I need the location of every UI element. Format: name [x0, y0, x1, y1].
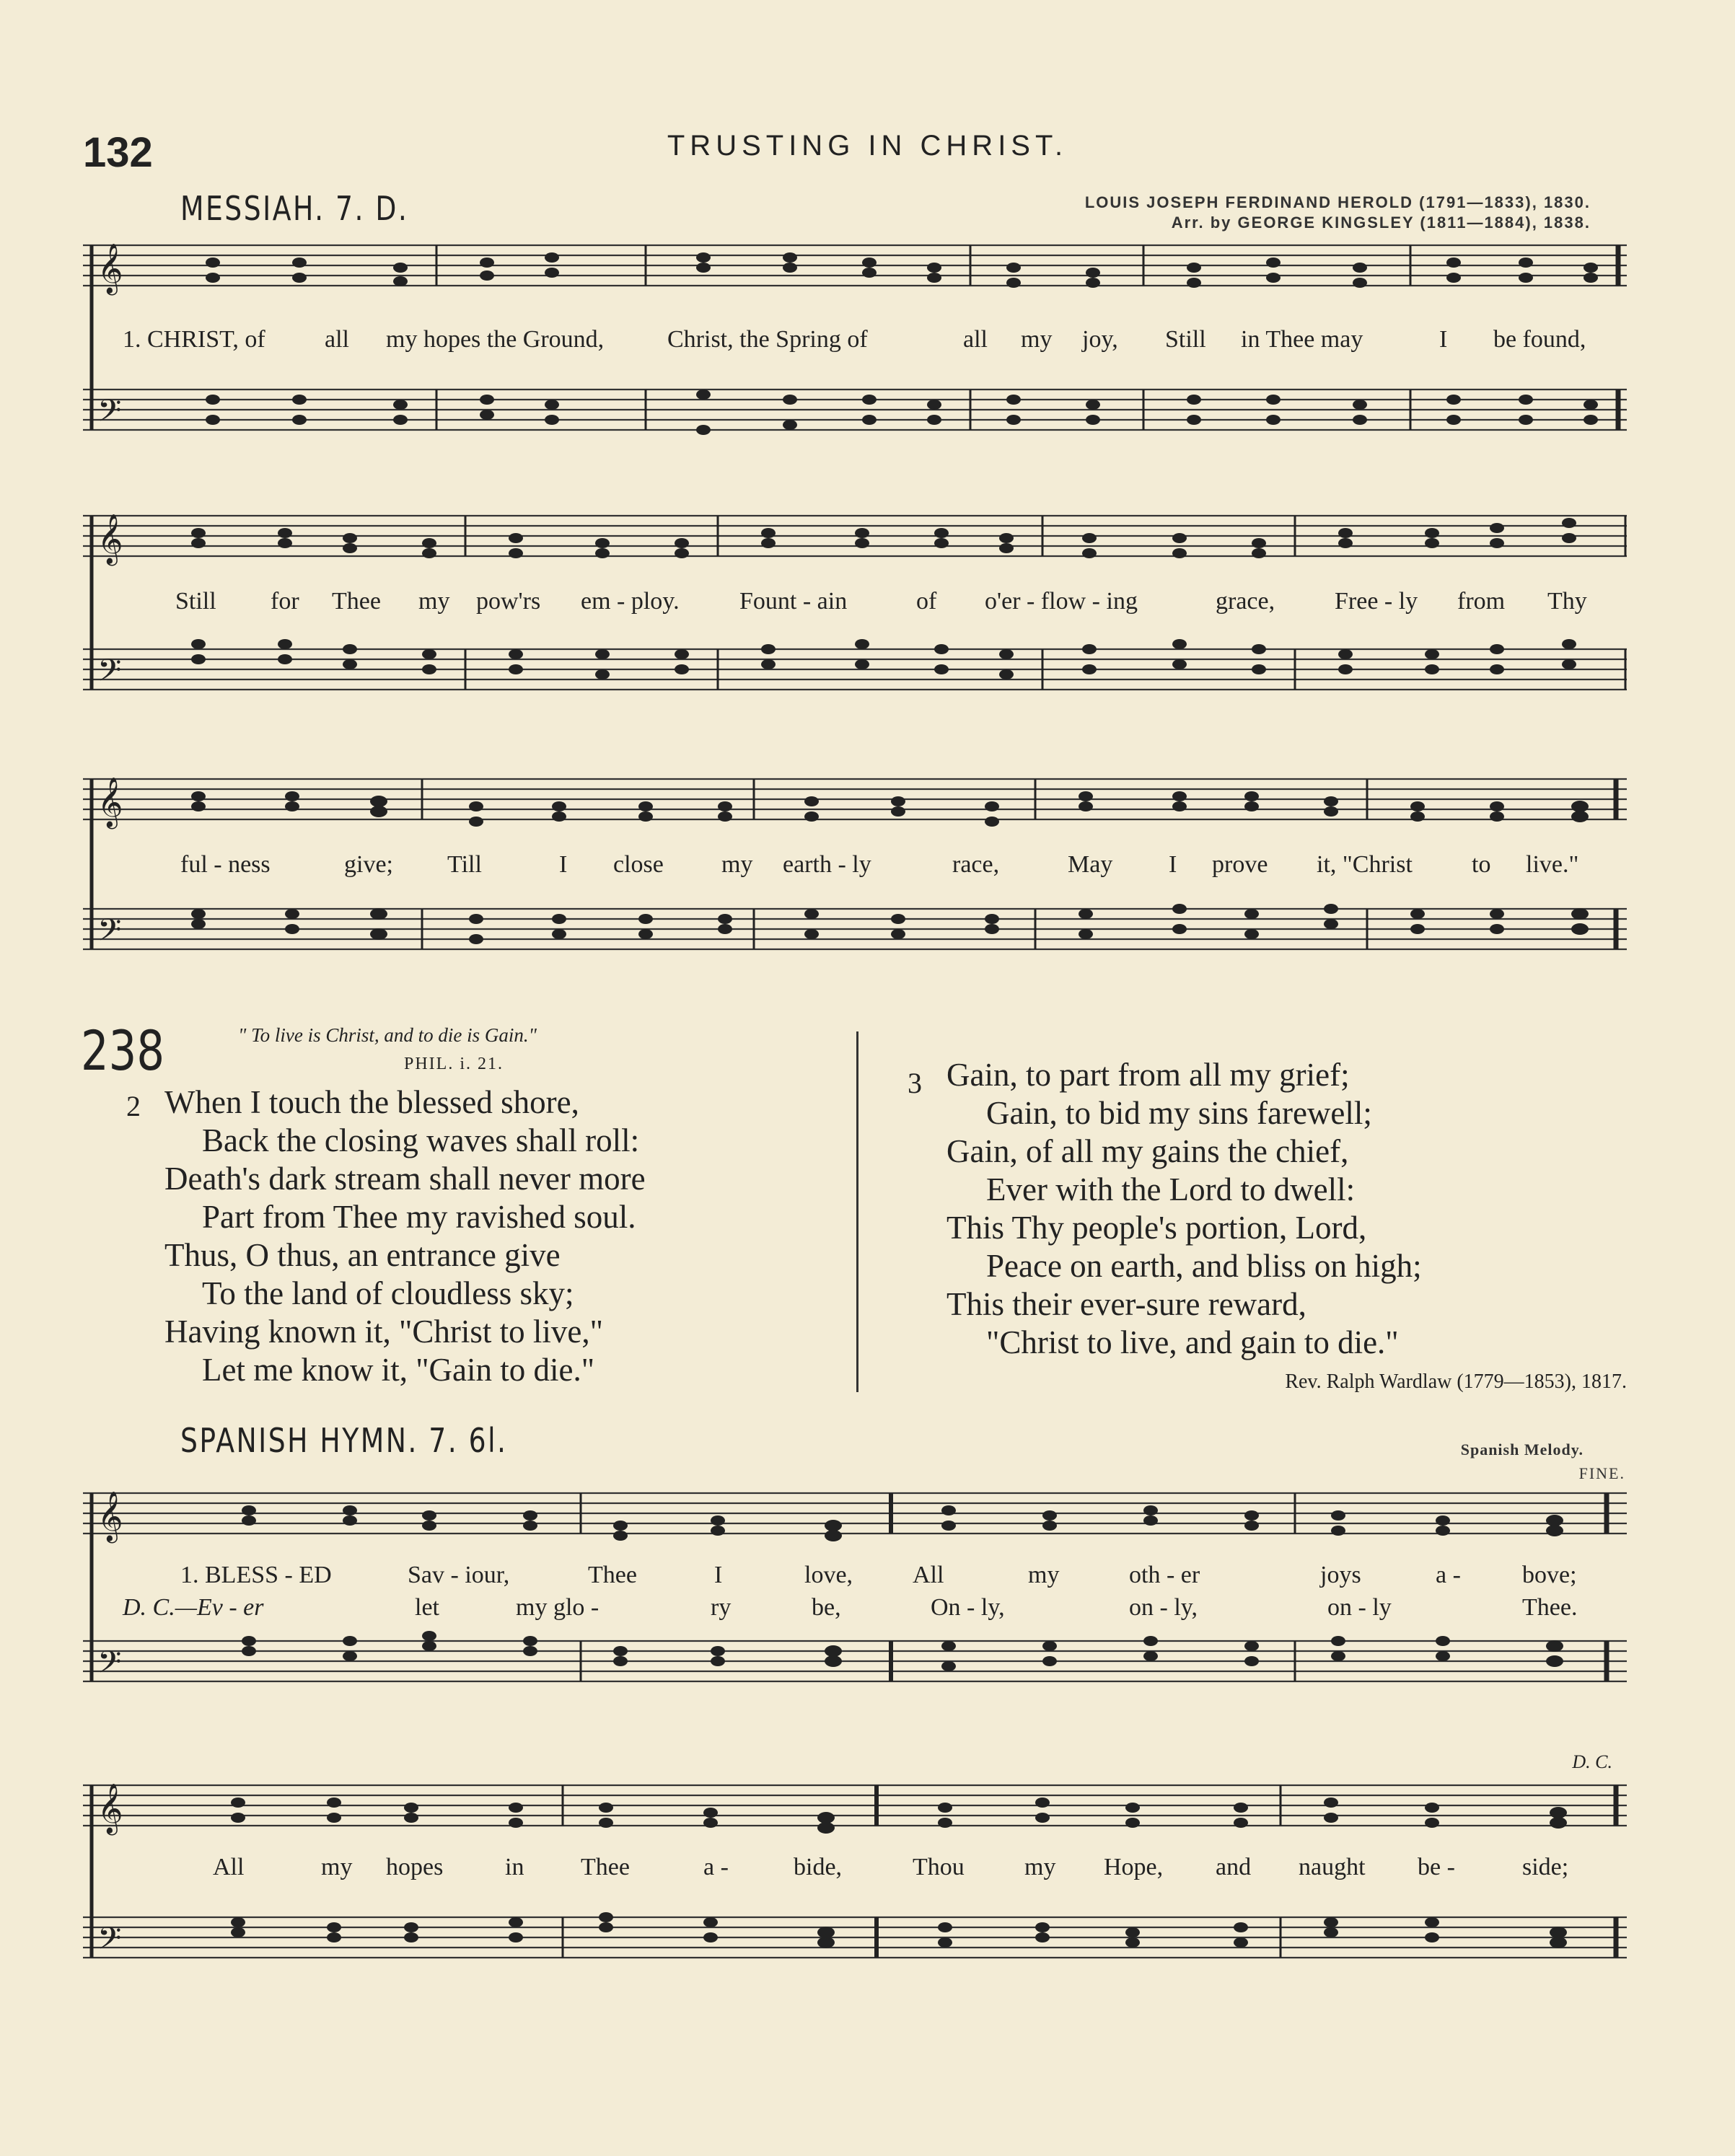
- lyric-word: 1. BLESS - ED: [180, 1562, 332, 1588]
- lyric-word: my: [1021, 326, 1053, 353]
- lyric-word: in: [505, 1854, 524, 1880]
- lyric-word: 1. CHRIST, of: [123, 326, 265, 353]
- lyric-word: on - ly,: [1129, 1594, 1198, 1621]
- lyric-word: grace,: [1216, 588, 1275, 615]
- lyric-word: in Thee may: [1241, 326, 1363, 353]
- lyric-word: close: [613, 851, 664, 878]
- music-system-4: [83, 1479, 1627, 1702]
- verse-line: When I touch the blessed shore,: [164, 1084, 579, 1120]
- lyric-word: Hope,: [1104, 1854, 1164, 1880]
- lyric-word: love,: [804, 1562, 853, 1588]
- svg-text:𝄢: 𝄢: [97, 1645, 122, 1688]
- lyric-word: pow'rs: [476, 588, 541, 615]
- svg-text:𝄢: 𝄢: [97, 1921, 122, 1964]
- lyric-word: Free - ly: [1335, 588, 1418, 615]
- dc-mark: D. C.: [1572, 1751, 1612, 1772]
- lyric-word: I: [714, 1562, 723, 1588]
- lyric-word: I: [1169, 851, 1177, 878]
- lyric-word: hopes: [386, 1854, 444, 1880]
- lyric-word: All: [913, 1562, 944, 1588]
- svg-text:𝄞: 𝄞: [97, 1491, 123, 1541]
- lyric-word: of: [916, 588, 937, 615]
- lyric-word: let: [415, 1594, 439, 1621]
- verse-line: Gain, to bid my sins farewell;: [986, 1095, 1372, 1131]
- lyric-word: Thee: [588, 1562, 637, 1588]
- svg-text:𝄢: 𝄢: [97, 653, 122, 696]
- lyric-word: from: [1457, 588, 1506, 615]
- lyric-word: my: [1028, 1562, 1060, 1588]
- verse-line: Part from Thee my ravished soul.: [202, 1199, 636, 1235]
- stanza-number: 3: [908, 1067, 922, 1099]
- lyric-word: bide,: [794, 1854, 843, 1880]
- fine-mark: FINE.: [1578, 1464, 1625, 1482]
- page-number: 132: [83, 129, 153, 176]
- lyric-word: a -: [1436, 1562, 1461, 1588]
- svg-text:𝄢: 𝄢: [97, 393, 122, 436]
- verse-line: Gain, of all my gains the chief,: [946, 1133, 1349, 1169]
- lyric-word: my: [418, 588, 450, 615]
- lyric-word: D. C.—Ev - er: [123, 1594, 264, 1621]
- lyric-word: be -: [1418, 1854, 1455, 1880]
- lyric-word: May: [1068, 851, 1113, 878]
- music-system-5: [83, 1760, 1627, 1976]
- tune-name-messiah: MESSIAH. 7. D.: [180, 189, 409, 228]
- svg-text:𝄞: 𝄞: [97, 243, 123, 294]
- lyric-word: earth - ly: [783, 851, 871, 878]
- lyric-word: my: [1024, 1854, 1056, 1880]
- svg-text:𝄞: 𝄞: [97, 514, 123, 564]
- verse-line: This their ever-sure reward,: [946, 1286, 1306, 1322]
- lyric-word: a -: [703, 1854, 729, 1880]
- verse-line: Thus, O thus, an entrance give: [164, 1237, 561, 1273]
- lyric-word: be found,: [1493, 326, 1586, 353]
- verse-line: Ever with the Lord to dwell:: [986, 1171, 1356, 1207]
- composer-credit: LOUIS JOSEPH FERDINAND HEROLD (1791—1833), 1830.: [1084, 193, 1591, 211]
- lyric-word: Christ, the Spring of: [667, 326, 868, 353]
- stanza-2: [164, 1083, 646, 1389]
- verse-line: Peace on earth, and bliss on high;: [986, 1248, 1422, 1284]
- section-title: TRUSTING IN CHRIST.: [667, 130, 1068, 162]
- svg-text:𝄞: 𝄞: [97, 777, 123, 827]
- lyric-word: naught: [1299, 1854, 1366, 1880]
- stanza-3: [946, 1056, 1422, 1362]
- lyric-word: race,: [952, 851, 1000, 878]
- lyric-word: o'er - flow - ing: [985, 588, 1138, 615]
- lyric-word: Thy: [1547, 588, 1587, 615]
- music-system-1: [83, 238, 1627, 447]
- lyric-word: Sav - iour,: [408, 1562, 510, 1588]
- lyric-word: all: [963, 326, 988, 353]
- lyric-word: my: [321, 1854, 353, 1880]
- svg-text:𝄢: 𝄢: [97, 912, 122, 956]
- verse-line: Having known it, "Christ to live,": [164, 1314, 603, 1350]
- staff-graphic: [83, 1479, 1627, 1702]
- lyric-word: all: [325, 326, 349, 353]
- verse-line: Gain, to part from all my grief;: [946, 1057, 1350, 1093]
- lyric-word: em - ploy.: [581, 588, 680, 615]
- lyric-word: be,: [812, 1594, 841, 1621]
- scripture-reference: PHIL. i. 21.: [404, 1055, 504, 1073]
- verse-line: "Christ to live, and gain to die.": [986, 1324, 1399, 1360]
- lyric-word: Still: [1165, 326, 1206, 353]
- lyric-word: All: [213, 1854, 245, 1880]
- verse-line: Death's dark stream shall never more: [164, 1161, 646, 1197]
- lyric-word: prove: [1212, 851, 1268, 878]
- lyric-word: on - ly: [1327, 1594, 1392, 1621]
- lyric-word: my glo -: [516, 1594, 599, 1621]
- lyric-word: my: [721, 851, 753, 878]
- lyric-word: live.": [1526, 851, 1579, 878]
- lyric-word: ful - ness: [180, 851, 271, 878]
- lyric-word: for: [271, 588, 299, 615]
- column-divider: [856, 1031, 858, 1392]
- lyric-word: give;: [344, 851, 393, 878]
- stanza-number: 2: [126, 1090, 141, 1122]
- arranger-credit: Arr. by GEORGE KINGSLEY (1811—1884), 1838.: [1171, 214, 1591, 232]
- svg-text:𝄞: 𝄞: [97, 1783, 123, 1834]
- verse-line: Back the closing waves shall roll:: [202, 1122, 640, 1158]
- tune-source: Spanish Melody.: [1460, 1440, 1584, 1458]
- lyric-word: Thee: [581, 1854, 630, 1880]
- lyric-word: I: [559, 851, 568, 878]
- lyric-word: Thee.: [1522, 1594, 1578, 1621]
- lyric-word: I: [1439, 326, 1448, 353]
- lyric-word: ry: [711, 1594, 732, 1621]
- verse-line: Let me know it, "Gain to die.": [202, 1352, 595, 1388]
- epigraph: " To live is Christ, and to die is Gain.": [238, 1024, 537, 1046]
- lyric-word: side;: [1522, 1854, 1569, 1880]
- lyric-word: and: [1216, 1854, 1252, 1880]
- lyric-word: oth - er: [1129, 1562, 1200, 1588]
- lyric-word: my hopes the Ground,: [386, 326, 605, 353]
- author-credit: Rev. Ralph Wardlaw (1779—1853), 1817.: [1285, 1370, 1627, 1393]
- lyric-word: Till: [447, 851, 482, 878]
- verse-line: To the land of cloudless sky;: [202, 1275, 574, 1311]
- lyric-word: it, "Christ: [1317, 851, 1413, 878]
- hymn-number: 238: [81, 1018, 165, 1083]
- staff-graphic: [83, 1760, 1627, 1976]
- lyric-word: Thou: [913, 1854, 965, 1880]
- lyric-word: Thee: [332, 588, 381, 615]
- lyric-word: bove;: [1522, 1562, 1577, 1588]
- tune-name-spanish-hymn: SPANISH HYMN. 7. 6l.: [180, 1421, 508, 1460]
- lyric-word: Fount - ain: [739, 588, 848, 615]
- lyric-word: to: [1472, 851, 1491, 878]
- lyric-word: joy,: [1082, 326, 1118, 353]
- lyric-word: joys: [1320, 1562, 1361, 1588]
- music-system-2: [83, 501, 1627, 710]
- verse-line: This Thy people's portion, Lord,: [946, 1210, 1367, 1246]
- lyric-word: On - ly,: [931, 1594, 1005, 1621]
- music-system-3: [83, 765, 1627, 974]
- lyric-word: Still: [175, 588, 216, 615]
